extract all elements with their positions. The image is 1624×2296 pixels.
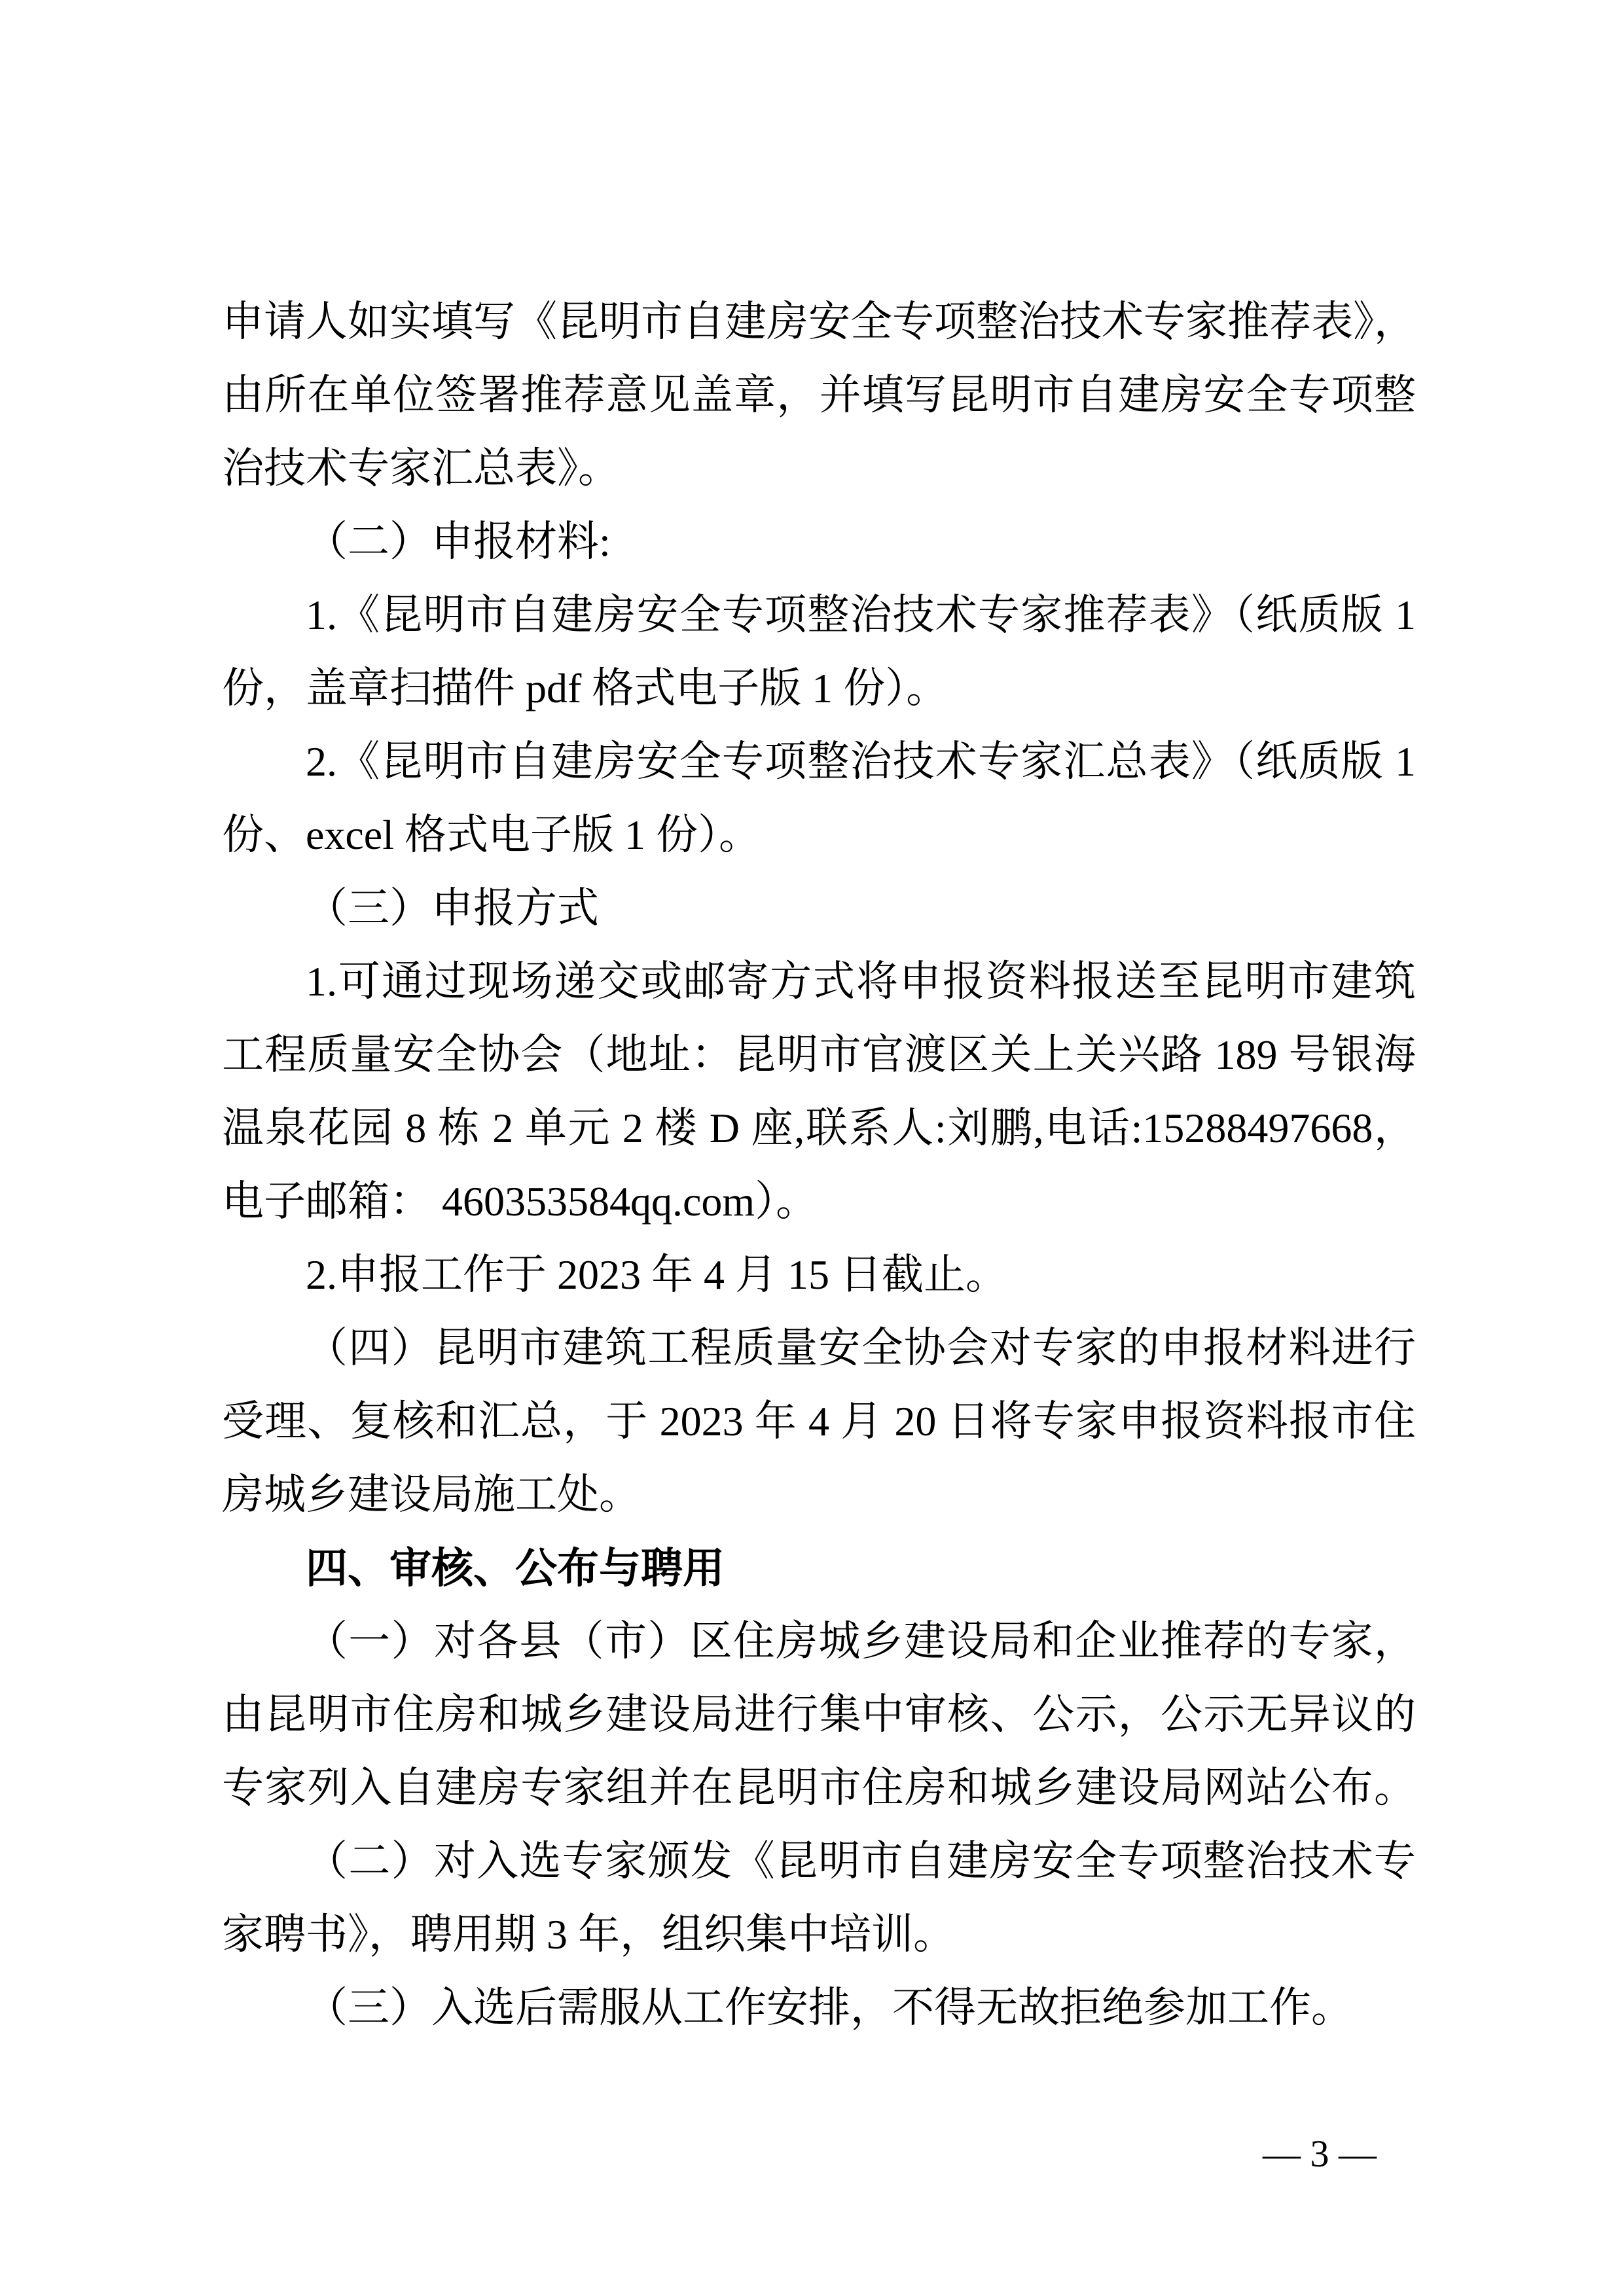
- text-line: 受理、复核和汇总，于 2023 年 4 月 20 日将专家申报资料报市住: [222, 1398, 1416, 1444]
- text-line: 治技术专家汇总表》。: [222, 445, 620, 492]
- text-line: 由所在单位签署推荐意见盖章，并填写昆明市自建房安全专项整: [222, 372, 1416, 418]
- text-line: 1.可通过现场递交或邮寄方式将申报资料报送至昆明市建筑: [306, 958, 1416, 1005]
- text-line: 家聘书》，聘用期 3 年，组织集中培训。: [222, 1911, 955, 1958]
- text-line: 电子邮箱： 460353584qq.com）。: [222, 1178, 818, 1225]
- page-number: — 3 —: [1263, 2132, 1377, 2175]
- text-line: 2.《昆明市自建房安全专项整治技术专家汇总表》（纸质版 1: [306, 738, 1416, 785]
- text-line: 份、excel 格式电子版 1 份）。: [222, 812, 761, 858]
- text-line: （一）对各县（市）区住房城乡建设局和企业推荐的专家，: [306, 1618, 1416, 1664]
- text-line: 专家列入自建房专家组并在昆明市住房和城乡建设局网站公布。: [222, 1765, 1416, 1811]
- text-line: 工程质量安全协会（地址：昆明市官渡区关上关兴路 189 号银海: [222, 1031, 1416, 1078]
- document-body: [222, 285, 1416, 2045]
- text-line: 由昆明市住房和城乡建设局进行集中审核、公示，公示无异议的: [222, 1691, 1416, 1738]
- text-line: 2.申报工作于 2023 年 4 月 15 日截止。: [306, 1251, 1007, 1298]
- text-line: 份，盖章扫描件 pdf 格式电子版 1 份）。: [222, 665, 948, 711]
- text-line: （三）入选后需服从工作安排，不得无故拒绝参加工作。: [306, 1984, 1353, 2031]
- text-line: （四）昆明市建筑工程质量安全协会对专家的申报材料进行: [306, 1325, 1416, 1371]
- text-line: （二）申报材料:: [306, 518, 611, 565]
- section-heading: 四、审核、公布与聘用: [306, 1545, 725, 1592]
- text-line: （二）对入选专家颁发《昆明市自建房安全专项整治技术专: [306, 1838, 1416, 1884]
- text-line: 申请人如实填写《昆明市自建房安全专项整治技术专家推荐表》，: [222, 298, 1416, 345]
- text-line: 房城乡建设局施工处。: [222, 1471, 641, 1518]
- text-line: （三）申报方式: [306, 885, 599, 931]
- text-line: 温泉花园 8 栋 2 单元 2 楼 D 座,联系人:刘鹏,电话:15288497668，: [222, 1105, 1416, 1151]
- text-line: 1.《昆明市自建房安全专项整治技术专家推荐表》（纸质版 1: [306, 592, 1416, 638]
